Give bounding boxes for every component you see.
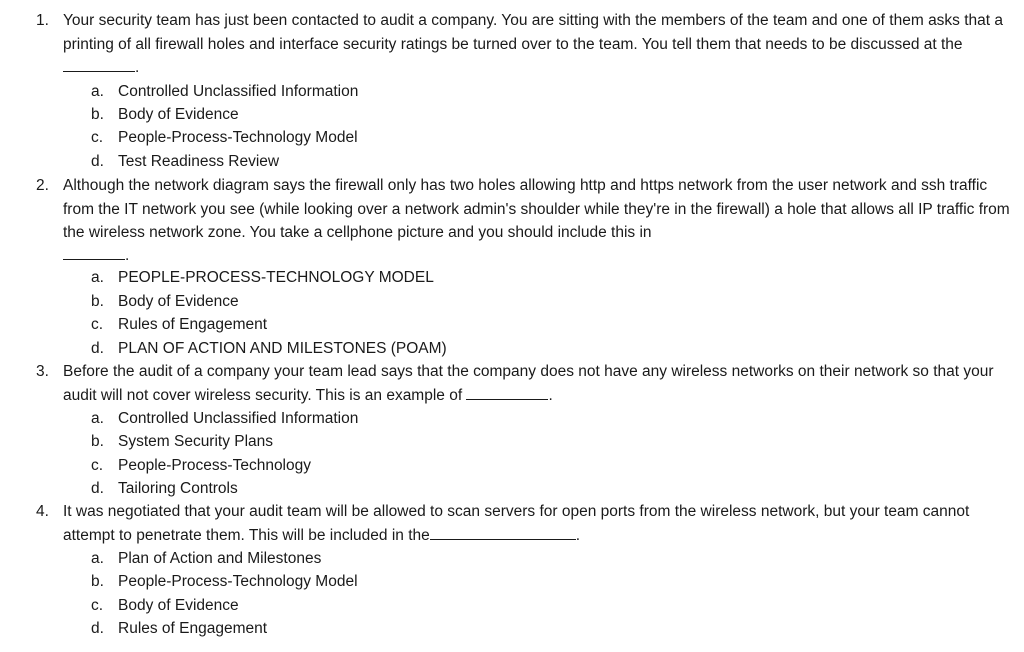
option-text: Test Readiness Review <box>118 153 280 170</box>
option-letter: d. <box>91 480 104 497</box>
option-text: System Security Plans <box>118 433 274 450</box>
answer-blank <box>466 385 548 400</box>
option-letter: a. <box>91 83 104 100</box>
answer-blank <box>63 245 125 260</box>
answer-blank <box>63 57 135 72</box>
answer-blank <box>430 525 576 540</box>
option-text: PLAN OF ACTION AND MILESTONES (POAM) <box>118 340 447 357</box>
option-text: Plan of Action and Milestones <box>118 550 322 567</box>
question-stem: Before the audit of a company your team lead says that the company does not have any wireless networks on their network so that your audit will not cover wireless security. This is an example of <box>63 363 994 404</box>
option-letter: a. <box>91 410 104 427</box>
option-letter: b. <box>91 573 104 590</box>
option-letter: c. <box>91 316 104 333</box>
option-letter: a. <box>91 550 104 567</box>
question-number: 2. <box>36 177 49 194</box>
option-letter: d. <box>91 340 104 357</box>
question-text <box>63 500 1013 547</box>
option-text: Controlled Unclassified Information <box>118 83 359 100</box>
option-letter: b. <box>91 106 104 123</box>
question-text <box>63 174 1013 245</box>
option-text: Tailoring Controls <box>118 480 238 497</box>
option-text: PEOPLE-PROCESS-TECHNOLOGY MODEL <box>118 269 434 286</box>
question-suffix: . <box>125 247 130 264</box>
question-text <box>63 9 1013 80</box>
option-text: Body of Evidence <box>118 293 239 310</box>
option-letter: c. <box>91 597 104 614</box>
option-text: Body of Evidence <box>118 106 239 123</box>
option-letter: c. <box>91 129 104 146</box>
question-suffix: . <box>548 386 553 404</box>
option-letter: c. <box>91 457 104 474</box>
option-letter: d. <box>91 153 104 170</box>
question-number: 1. <box>36 12 49 29</box>
option-text: Body of Evidence <box>118 597 239 614</box>
option-letter: a. <box>91 269 104 286</box>
blank-line <box>63 244 1013 268</box>
option-text: Rules of Engagement <box>118 620 268 637</box>
option-letter: b. <box>91 293 104 310</box>
question-suffix: . <box>135 59 140 76</box>
question-stem: It was negotiated that your audit team will be allowed to scan servers for open ports from the wireless network, but your team cannot attempt to penetrate them. This will be included in the <box>63 503 970 544</box>
question-stem: Although the network diagram says the firewall only has two holes allowing http and https network from the user network and ssh traffic from the IT network you see (while looking over a network admin's shoulder while they're in the firewall) a hole that allows all IP traffic from the wireless network zone. You take a cellphone picture and you should include this in <box>63 177 1010 241</box>
option-letter: d. <box>91 620 104 637</box>
question-number: 3. <box>36 363 49 380</box>
question-number: 4. <box>36 503 49 520</box>
question-stem: Your security team has just been contacted to audit a company. You are sitting with the members of the team and one of them asks that a printing of all firewall holes and interface security ratings be turned over to the team. You tell them that needs to be discussed at the <box>63 12 1004 53</box>
option-text: Rules of Engagement <box>118 316 268 333</box>
option-letter: b. <box>91 433 104 450</box>
option-text: People-Process-Technology Model <box>118 129 358 146</box>
question-suffix: . <box>575 526 581 544</box>
question-text <box>63 360 1013 407</box>
option-text: People-Process-Technology Model <box>118 573 358 590</box>
option-text: People-Process-Technology <box>118 457 311 474</box>
option-text: Controlled Unclassified Information <box>118 410 359 427</box>
